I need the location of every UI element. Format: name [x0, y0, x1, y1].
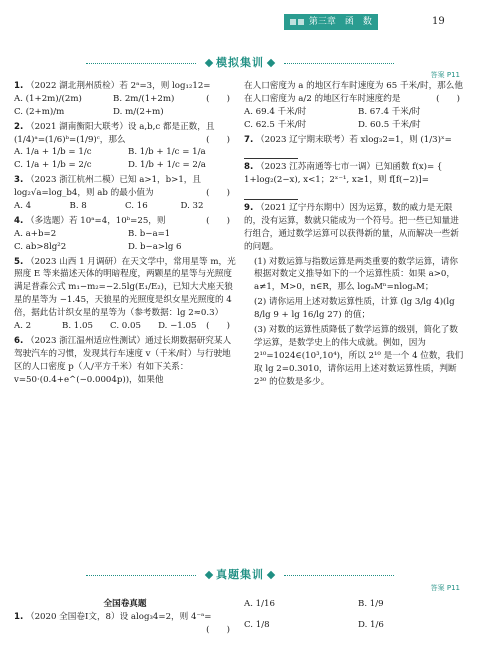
- bottom-right: [244, 598, 466, 632]
- question-6-continued: 在人口密度为 a 的地区行车时速度为 65 千米/时，那么他在人口密度为 a/2 的地区行车时速度约是 ( ) A. 69.4 千米/时 B. 67.4 千米/时 C. 62.5 千米/时 D. 60.5 千米/时: [244, 80, 466, 132]
- question-1: 1. （2022 湖北荆州质检）若 2ᵃ=3，则 log₁₂12= ( ) A. (1+2m)/(2m) B. 2m/(1+2m) C. (2+m)/m D. m/(2+m): [14, 81, 230, 117]
- title-rule: [86, 63, 196, 64]
- header-square-icon: [298, 19, 304, 25]
- option: D. 32: [180, 201, 204, 212]
- option: C. 16: [125, 201, 148, 212]
- right-column: [244, 80, 466, 390]
- section-title-real-exam: 真题集训: [0, 567, 480, 584]
- option: A. 4: [14, 201, 32, 212]
- question-5: 5. （2023 山西 1 月调研）在天文学中，常用星等 m，光照度 E 等来描述天体的明暗程度，两颗星的星等与光照度满足普森公式 m₁−m₂=−2.5lg(E₁/E₂)，已知大犬座天狼星的星等为 −1.45，天狼星的光照度是织女星光照度的 4 倍，据此估计织女星的星等为（参考数据：lg 2≈0.3） ( ) A. 2 B. 1.05 C. 0.05 D. −1.05: [14, 256, 236, 332]
- header-square-icon: [290, 19, 296, 25]
- question-8: 8. （2023 江苏南通等七市一调）已知函数 f(x)= { 1+log₂(2−x), x<1；2ˣ⁻¹, x≥1，则 f[f(−2)]=: [244, 161, 466, 200]
- option: D. 60.5 千米/时: [358, 119, 421, 130]
- option: C. 62.5 千米/时: [244, 119, 307, 130]
- left-column: [14, 80, 236, 388]
- answer-ref: 答案 P11: [430, 71, 460, 79]
- option: B. 1/b + 1/c = 1/a: [128, 147, 206, 158]
- option: B. 1/9: [358, 599, 384, 609]
- option: A. 69.4 千米/时: [244, 106, 307, 117]
- question-2: 2. （2021 湖南衡阳大联考）设 a,b,c 都是正数，且 (1/4)ᵃ=(1/6)ᵇ=(1/9)ᶜ，那么 ( ) A. 1/a + 1/b = 1/c B. 1/b + 1/c = 1/a C. 1/a + 1/b = 2/c D. 1/b + 1/c = 2/a: [14, 121, 236, 173]
- title-diamond-icon: [267, 59, 275, 67]
- title-rule: [86, 575, 196, 576]
- question-4: 4. （多选题）若 10ᵃ=4，10ᵇ=25，则 ( ) A. a+b=2 B. b−a=1 C. ab>8lg²2 D. b−a>lg 6: [14, 215, 236, 254]
- answer-ref: 答案 P11: [430, 584, 460, 592]
- bottom-left: [14, 598, 236, 637]
- option: C. (2+m)/m: [14, 106, 65, 117]
- option: D. −1.05: [158, 321, 197, 332]
- chapter-tag: [284, 14, 378, 30]
- option: B. 1.05: [62, 321, 93, 332]
- page-header: [0, 14, 480, 32]
- option: D. b−a>lg 6: [128, 241, 182, 252]
- option: D. 1/6: [358, 619, 384, 630]
- option: C. 1/8: [244, 619, 270, 630]
- answer-blank: [244, 148, 298, 159]
- title-rule: [284, 63, 394, 64]
- option: D. m/(2+m): [113, 106, 164, 117]
- question-9-part-3: (3) 对数的运算性质降低了数学运算的级别，简化了数学运算，是数学史上的伟大成就。例如，因为 2¹⁰=1024∈(10³,10⁴)，所以 2¹⁰ 是一个 4 位数，我们取 lg 2=0.3010，请你运用上述对数运算性质，判断 2³⁰ 的位数是多少。: [254, 325, 464, 387]
- option: A. (1+2m)/(2m): [14, 93, 82, 104]
- question-9-part-1: (1) 对数运算与指数运算是两类重要的数学运算，请你根据对数定义推导如下的一个运算性质：如果 a>0，a≠1，M>0，n∈R，那么 logₐMⁿ=nlogₐM；: [254, 256, 458, 293]
- option: C. 0.05: [110, 321, 141, 332]
- question-7: 7. （2023 辽宁期末联考）若 xlog₃2=1，则 (1/3)ˣ=: [244, 134, 466, 160]
- real-question-1: 1. （2020 全国卷Ⅰ文，8）设 alog₃4=2，则 4⁻ᵃ= ( ): [14, 611, 230, 635]
- question-9-part-2: (2) 请你运用上述对数运算性质，计算 (lg 3/lg 4)(lg 8/lg 9 + lg 16/lg 27) 的值；: [254, 297, 455, 321]
- option: C. 1/a + 1/b = 2/c: [14, 160, 92, 171]
- title-diamond-icon: [205, 571, 213, 579]
- question-6: 6. （2023 浙江温州适应性测试）通过长期数据研究某人驾驶汽车的习惯，发现其行车速度 v（千米/时）与行驶地区的人口密度 p（人/平方千米）有如下关系：v=50·(0.4+e^(−0.0004p))，如果他: [14, 335, 232, 385]
- title-diamond-icon: [205, 59, 213, 67]
- option: C. ab>8lg²2: [14, 241, 67, 252]
- option: A. a+b=2: [14, 228, 57, 239]
- question-9: 9. （2021 辽宁丹东期中）因为运算，数的威力是无限的，没有运算，数就只能成为一个符号。把一些已知量进行组合，通过数学运算可以获得新的量，从而解决一些新的问题。: [244, 203, 459, 252]
- option: B. 8: [69, 201, 87, 212]
- option: D. 1/b + 1/c = 2/a: [128, 160, 206, 171]
- option: A. 1/16: [244, 599, 275, 609]
- answer-blank: [244, 189, 298, 200]
- page-number: 19: [432, 16, 445, 27]
- subhead-national: 全国卷真题: [103, 599, 147, 609]
- section-title-simulation: 模拟集训: [0, 55, 480, 72]
- option: B. 2m/(1+2m): [113, 93, 175, 104]
- option: A. 1/a + 1/b = 1/c: [14, 147, 92, 158]
- question-3: 3. （2023 浙江杭州二模）已知 a>1，b>1，且 log₂√a=log_b4，则 ab 的最小值为 ( ) A. 4 B. 8 C. 16 D. 32: [14, 174, 236, 213]
- option: B. 67.4 千米/时: [358, 106, 421, 117]
- title-diamond-icon: [267, 571, 275, 579]
- option: A. 2: [14, 321, 32, 332]
- title-rule: [284, 575, 394, 576]
- chapter-title: 第三章 函 数: [308, 17, 372, 27]
- option: B. b−a=1: [128, 228, 171, 239]
